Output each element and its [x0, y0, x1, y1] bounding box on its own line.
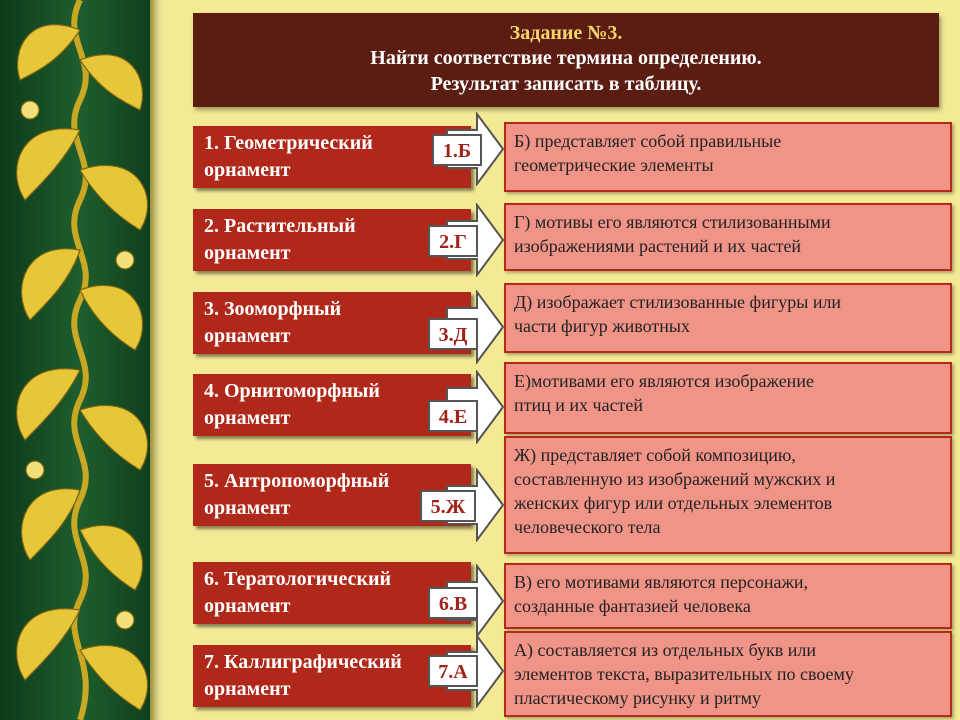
definition-text: элементов текста, выразительных по своему [514, 664, 854, 684]
definition-text: птиц и их частей [514, 395, 644, 415]
term-label: орнамент [204, 595, 291, 617]
task-number: Задание №3. [509, 22, 623, 44]
definition-text: пластическому рисунку и ритму [514, 688, 761, 708]
task-instruction: Найти соответствие термина определению. [370, 47, 762, 69]
definition-v [504, 563, 952, 629]
term-label: 4. Орнитоморфный [204, 380, 380, 402]
definition-text: Е)мотивами его являются изображение [514, 371, 814, 391]
answer-label: 1.Б [432, 134, 482, 166]
definition-text: составленную из изображений мужских и [514, 469, 836, 489]
term-label: орнамент [204, 407, 291, 429]
term-label: 3. Зооморфный [204, 298, 342, 320]
decorative-ornament-panel [0, 0, 160, 720]
definition-text: А) составляется из отдельных букв или [514, 640, 817, 660]
definition-text: геометрические элементы [514, 155, 714, 175]
task-title-banner [193, 13, 939, 107]
definition-text: изображениями растений и их частей [514, 236, 802, 256]
term-label: 6. Тератологический [204, 568, 392, 590]
definition-zh [504, 436, 952, 554]
definition-text: части фигур животных [514, 316, 691, 336]
term-label: орнамент [204, 678, 291, 700]
definition-text: Ж) представляет собой композицию, [514, 445, 796, 465]
answer-label: 2.Г [428, 225, 478, 257]
task-instruction-result: Результат записать в таблицу. [430, 73, 702, 95]
answer-label: 3.Д [428, 318, 478, 350]
term-geometric [193, 126, 471, 188]
term-label: 7. Каллиграфический [204, 651, 402, 673]
definition-b [504, 122, 952, 192]
term-label: 1. Геометрический [204, 132, 373, 154]
term-label: 2. Растительный [204, 215, 356, 237]
definition-g [504, 203, 952, 271]
definition-text: Г) мотивы его являются стилизованными [514, 212, 831, 232]
definition-text: созданные фантазией человека [514, 596, 751, 616]
definition-text: женских фигур или отдельных элементов [514, 493, 833, 513]
definition-e [504, 362, 952, 434]
ornament-border [150, 0, 164, 720]
term-label: орнамент [204, 159, 291, 181]
definition-text: В) его мотивами являются персонажи, [514, 572, 809, 592]
answer-label: 5.Ж [420, 490, 476, 522]
definition-text: Б) представляет собой правильные [514, 131, 782, 151]
answer-label: 4.Е [428, 400, 478, 432]
term-label: орнамент [204, 242, 291, 264]
answer-label: 6.В [428, 587, 478, 619]
definition-text: Д) изображает стилизованные фигуры или [514, 292, 842, 312]
golden-floral-ornament-icon [0, 0, 160, 720]
term-label: орнамент [204, 325, 291, 347]
term-label: 5. Антропоморфный [204, 470, 390, 492]
term-label: орнамент [204, 497, 291, 519]
definition-d [504, 283, 952, 353]
answer-label: 7.А [428, 655, 478, 687]
definition-text: человеческого тела [514, 517, 661, 537]
definition-a [504, 631, 952, 717]
